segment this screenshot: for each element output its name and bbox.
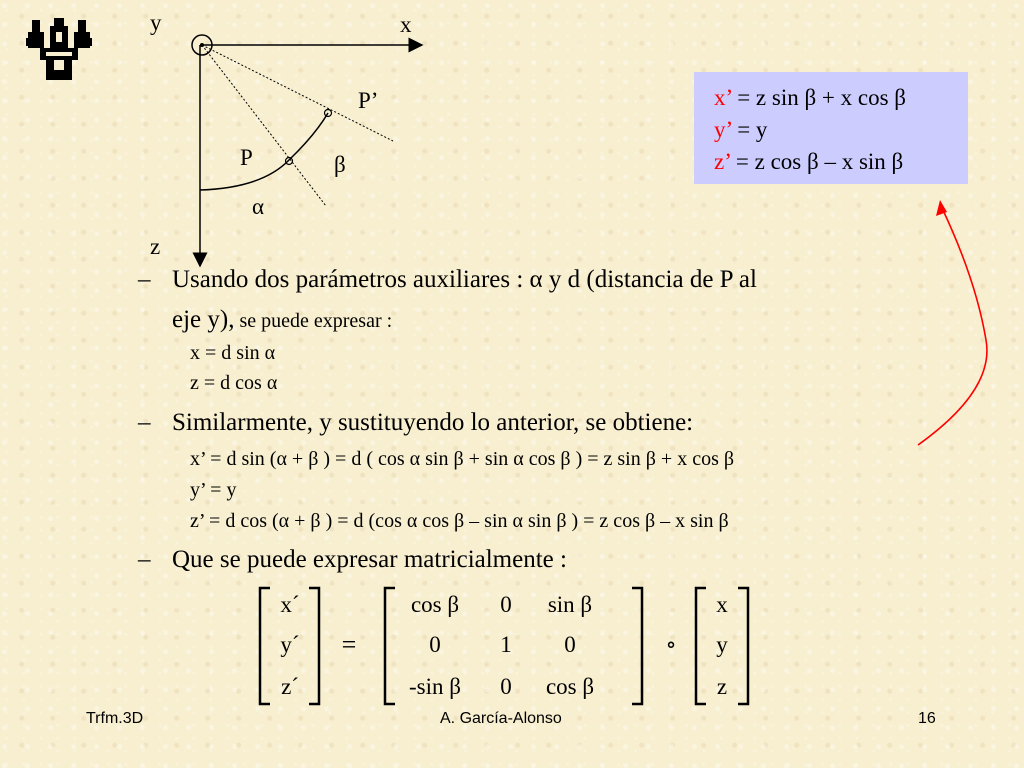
beta-label: β [334, 152, 346, 177]
bullet-1-text-a: eje y), [172, 306, 235, 333]
rot-cell: sin β [547, 592, 593, 617]
rot-cell: 0 [500, 592, 512, 617]
point-p-prime-label: P’ [358, 88, 379, 113]
rhs-x: x [716, 592, 728, 617]
bullet-dash: – [138, 409, 151, 436]
formula-row-z [714, 146, 968, 178]
bullet-1 [0, 266, 1024, 302]
bullet-1-continuation [172, 306, 392, 334]
bullet-1-text: Usando dos parámetros auxiliares : α y d (distancia de P al [172, 266, 757, 293]
footer-author: A. García-Alonso [440, 710, 562, 727]
sub-equation: z’ = d cos (α + β ) = d (cos α cos β – sin α sin β ) = z cos β – x sin β [190, 510, 729, 532]
rot-cell: 0 [564, 632, 576, 657]
sub-equation: x = d sin α [190, 342, 276, 364]
sub-equation: y’ = y [190, 479, 237, 501]
bullet-2-text: Similarmente, y sustituyendo lo anterior, se obtiene: [172, 409, 694, 436]
formula-var: y’ [714, 117, 732, 142]
rotation-arc [200, 113, 328, 190]
rhs-y: y [716, 632, 728, 657]
point-p-label: P [240, 145, 253, 170]
formula-row-y [714, 114, 968, 146]
equals-sign: = [341, 630, 357, 659]
axis-z-label: z [150, 234, 161, 259]
lhs-y: y´ [280, 632, 300, 657]
rot-cell: 1 [500, 632, 512, 657]
sub-equation: z = d cos α [190, 372, 278, 394]
bullet-3-text: Que se puede expresar matricialmente : [172, 546, 567, 573]
ray-to-p [202, 45, 326, 206]
axis-x-label: x [400, 12, 412, 37]
rot-cell: cos β [545, 674, 595, 699]
axis-y-label: y [150, 10, 162, 35]
rot-cell: cos β [410, 592, 460, 617]
formula-var: x’ [714, 85, 732, 110]
lhs-z: z´ [281, 674, 299, 699]
formula-var: z’ [714, 149, 731, 174]
composition-operator: ∘ [665, 632, 677, 657]
bullet-2 [0, 409, 1024, 445]
formula-rhs: = y [731, 117, 768, 142]
rot-cell: 0 [429, 632, 441, 657]
rot-cell: 0 [500, 674, 512, 699]
alpha-label: α [252, 194, 265, 219]
lhs-x: x´ [280, 592, 300, 617]
sub-equation: x’ = d sin (α + β ) = d ( cos α sin β + sin α cos β ) = z sin β + x cos β [190, 448, 735, 470]
formula-rhs: = z cos β – x sin β [730, 149, 904, 174]
bullet-3 [0, 546, 1024, 582]
bullet-dash: – [138, 266, 151, 293]
rhs-z: z [716, 674, 728, 699]
bullet-1-text-b: se puede expresar : [234, 310, 393, 332]
footer-page-number: 16 [918, 710, 936, 727]
rot-cell: -sin β [409, 674, 461, 699]
formula-row-x [714, 82, 968, 114]
bullet-dash: – [138, 546, 151, 573]
result-formula-box [694, 72, 968, 184]
formula-rhs: = z sin β + x cos β [731, 85, 907, 110]
footer-left: Trfm.3D [86, 710, 144, 727]
